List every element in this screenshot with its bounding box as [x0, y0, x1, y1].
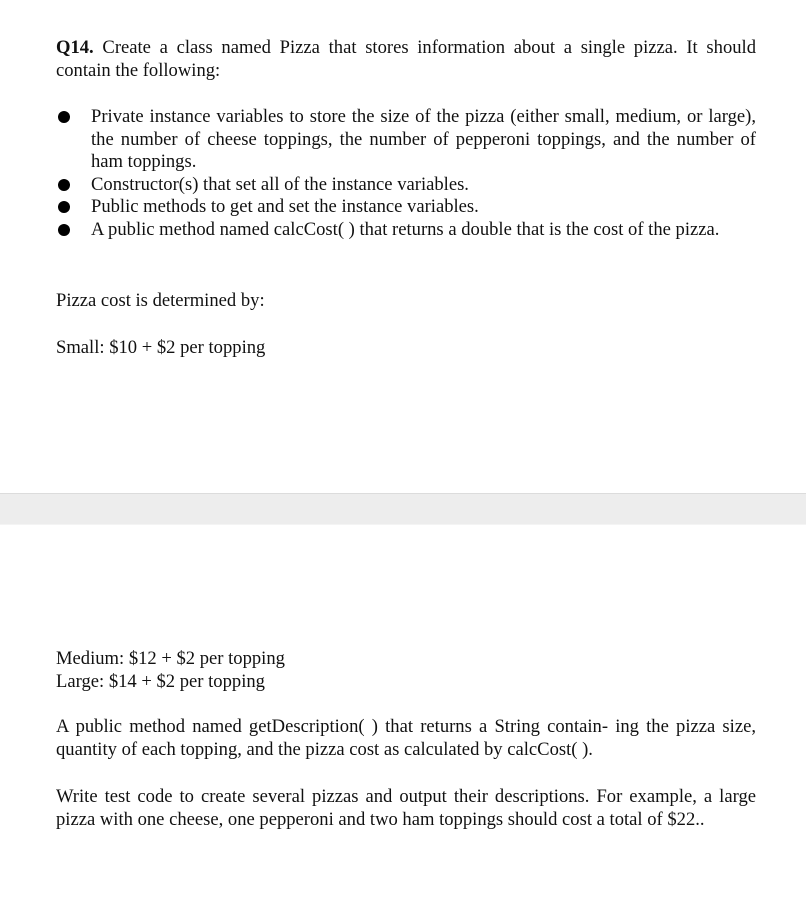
bullet-icon: [58, 201, 70, 213]
question-number: Q14.: [56, 37, 94, 58]
question-text: [56, 37, 756, 82]
requirements-list: [56, 106, 756, 241]
question-intro: Create a class named Pizza that stores information about a single pizza. It should contain the following:: [56, 37, 756, 81]
cost-medium: Medium: $12 + $2 per topping: [56, 648, 285, 669]
bullet-icon: [58, 224, 70, 236]
cost-large: Large: $14 + $2 per topping: [56, 671, 265, 692]
description-method-text: A public method named getDescription( ) that returns a String contain- ing the pizza size, quantity of each topping, and the pizza cost as calculated by calcCost( ).: [56, 716, 756, 760]
bullet-icon: [58, 179, 70, 191]
cost-small: Small: $10 + $2 per topping: [56, 337, 266, 358]
cost-heading: Pizza cost is determined by:: [56, 290, 265, 311]
bullet-icon: [58, 111, 70, 123]
page-break: [0, 493, 806, 525]
list-item: A public method named calcCost( ) that returns a double that is the cost of the pizza.: [56, 219, 756, 242]
list-item: Private instance variables to store the size of the pizza (either small, medium, or large), the number of cheese toppings, the number of pepperoni toppings, and the number of ham toppings.: [56, 106, 756, 174]
list-item: Public methods to get and set the instance variables.: [56, 196, 756, 219]
test-instructions-text: Write test code to create several pizzas and output their descriptions. For example, a large pizza with one cheese, one pepperoni and two ham toppings should cost a total of $22..: [56, 786, 756, 830]
list-item: Constructor(s) that set all of the instance variables.: [56, 174, 756, 197]
